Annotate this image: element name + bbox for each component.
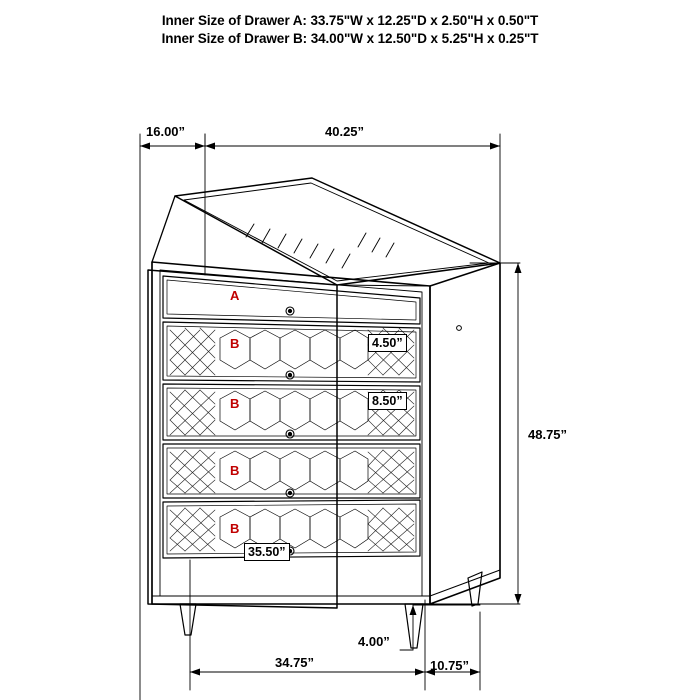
drawer-label-b2: B [230, 396, 240, 411]
drawer-label-a: A [230, 288, 240, 303]
dim-right-height: 48.75” [528, 427, 568, 442]
dim-top-width: 40.25” [325, 124, 365, 139]
drawer-a-inner-size: Inner Size of Drawer A: 33.75"W x 12.25"D x 2.50"H x 0.50"T [161, 13, 539, 28]
drawer-label-b3: B [230, 463, 240, 478]
drawer-label-b1: B [230, 336, 240, 351]
dim-top-left-depth: 16.00” [146, 124, 186, 139]
callout-drawer-width: 35.50” [244, 543, 290, 561]
dim-leg-height: 4.00” [358, 634, 390, 649]
callout-drawer-b-front: 8.50” [368, 392, 407, 410]
drawer-label-b4: B [230, 521, 240, 536]
callout-drawer-a-front: 4.50” [368, 334, 407, 352]
dim-bottom-depth: 10.75” [430, 658, 470, 673]
dim-bottom-width: 34.75” [275, 655, 315, 670]
drawer-b-inner-size: Inner Size of Drawer B: 34.00"W x 12.50"D x 5.25"H x 0.25"T [161, 31, 539, 46]
